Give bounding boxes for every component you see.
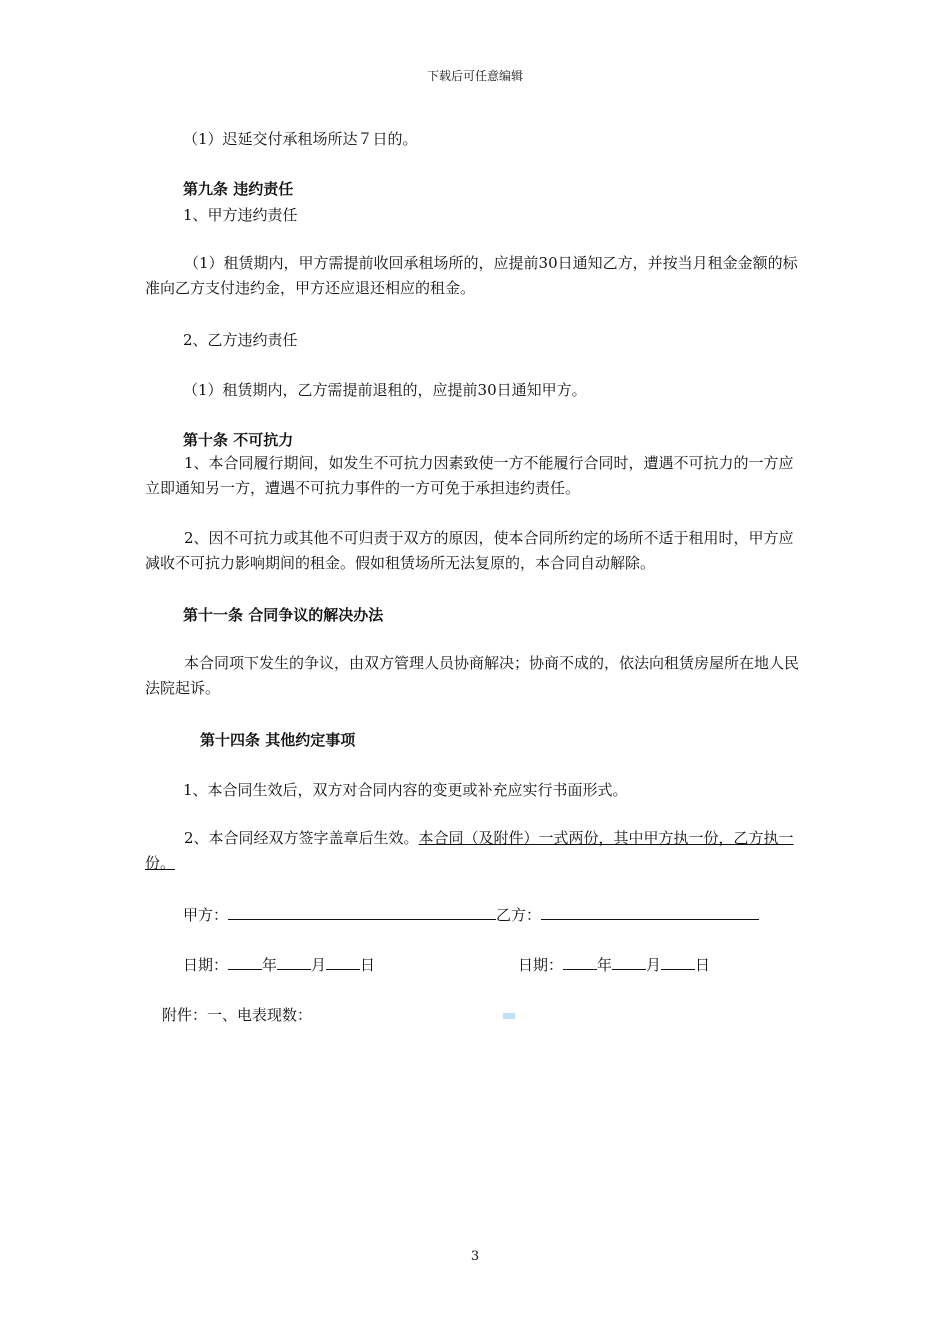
month-label: 月 <box>311 956 327 974</box>
article-11-title: 第十一条 合同争议的解决办法 <box>183 606 384 624</box>
day-blank[interactable] <box>661 955 695 970</box>
year-blank[interactable] <box>563 955 597 970</box>
year-blank[interactable] <box>228 955 262 970</box>
party-b-blank[interactable] <box>541 905 759 920</box>
month-blank[interactable] <box>277 955 311 970</box>
attachment-line: 附件：一、电表现数： <box>162 1006 313 1024</box>
party-b-date-line <box>518 954 710 975</box>
clause-8-item-1: （1）迟延交付承租场所达７日的。 <box>183 130 418 148</box>
date-label: 日期： <box>518 956 564 974</box>
article-10-paragraph-1: 1、本合同履行期间，如发生不可抗力因素致使一方不能履行合同时，遭遇不可抗力的一方应立即通知另一方，遭遇不可抗力事件的一方可免于承担违约责任。 <box>145 454 794 497</box>
date-label: 日期： <box>183 956 229 974</box>
month-label: 月 <box>646 956 662 974</box>
article-9-sub2: 2、乙方违约责任 <box>183 331 298 349</box>
article-11-paragraph: 本合同项下发生的争议，由双方管理人员协商解决；协商不成的，依法向租赁房屋所在地人民法院起诉。 <box>145 654 800 697</box>
party-a-signature-line <box>183 904 759 925</box>
article-10-paragraph-2: 2、因不可抗力或其他不可归责于双方的原因，使本合同所约定的场所不适于租用时，甲方应减收不可抗力影响期间的租金。假如租赁场所无法复原的，本合同自动解除。 <box>145 529 794 572</box>
article-9-sub1: 1、甲方违约责任 <box>183 206 298 224</box>
article-14-paragraph-2 <box>145 826 805 876</box>
party-a-blank[interactable] <box>228 905 496 920</box>
article-14-paragraph-1: 1、本合同生效后，双方对合同内容的变更或补充应实行书面形式。 <box>183 781 628 799</box>
article-9-title: 第九条 违约责任 <box>183 180 294 198</box>
month-blank[interactable] <box>612 955 646 970</box>
highlight-marker <box>503 1013 515 1019</box>
page-header: 下载后可任意编辑 <box>426 69 523 83</box>
article-14-title: 第十四条 其他约定事项 <box>200 731 356 749</box>
copies-clause: 本合同（及附件）一式两份，其中甲方执一份，乙方执一份。 <box>145 829 794 872</box>
page-number: 3 <box>470 1249 480 1264</box>
article-9-paragraph-2: （1）租赁期内，乙方需提前退租的，应提前30日通知甲方。 <box>183 381 587 399</box>
year-label: 年 <box>262 956 278 974</box>
party-b-label: 乙方： <box>496 906 542 924</box>
article-10-title: 第十条 不可抗力 <box>183 431 294 449</box>
day-label: 日 <box>360 956 376 974</box>
day-label: 日 <box>695 956 711 974</box>
party-a-label: 甲方： <box>183 906 229 924</box>
year-label: 年 <box>597 956 613 974</box>
party-a-date-line <box>183 954 375 975</box>
article-9-paragraph-1: （1）租赁期内，甲方需提前收回承租场所的，应提前30日通知乙方，并按当月租金金额的标准向乙方支付违约金，甲方还应退还相应的租金。 <box>145 254 798 297</box>
day-blank[interactable] <box>326 955 360 970</box>
effective-clause: 2、本合同经双方签字盖章后生效。 <box>184 829 419 847</box>
